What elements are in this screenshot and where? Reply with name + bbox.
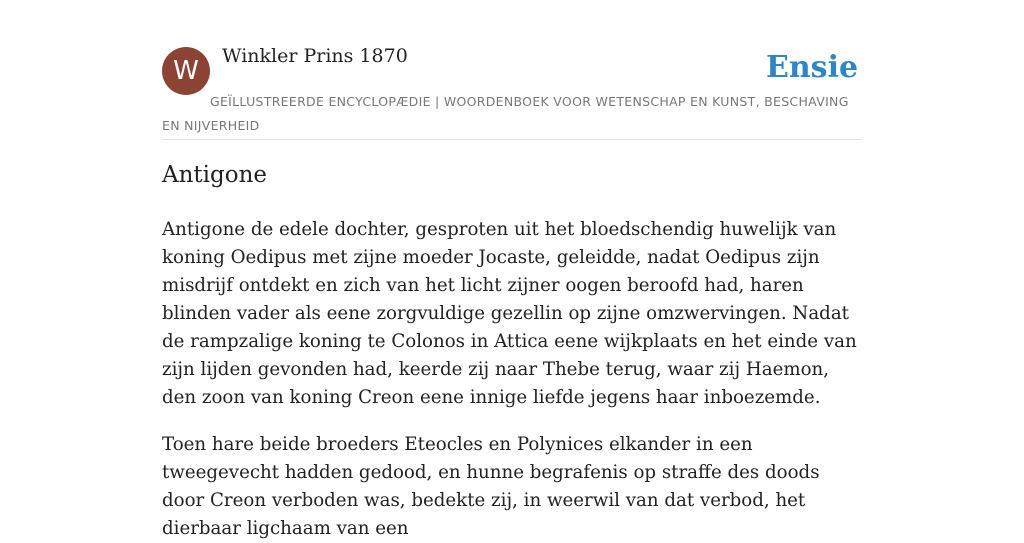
article-title: Antigone	[162, 162, 268, 188]
ensie-logo[interactable]: Ensie	[766, 50, 859, 85]
header-divider	[162, 139, 862, 140]
article-paragraph: Toen hare beide broeders Eteocles en Polynices elkander in een tweegevecht hadden gedood, en hunne begrafenis op straffe des doods door Creon verboden was, bedekte zij, in weerwil van dat verbod, het dierbaar ligchaam van een	[162, 434, 820, 539]
publication-title[interactable]: Winkler Prins 1870	[222, 45, 408, 67]
publication-subtitle: GEÏLLUSTREERDE ENCYCLOPÆDIE | WOORDENBOEK VOOR WETENSCHAP EN KUNST, BESCHAVING EN NIJVERHEID	[162, 94, 849, 133]
publication-avatar[interactable]: W	[162, 47, 210, 95]
article-paragraph: Antigone de edele dochter, gesproten uit het bloedschendig huwelijk van koning Oedipus met zijne moeder Jocaste, geleidde, nadat Oedipus zijn misdrijf ontdekt en zich van het licht zijner oogen beroofd had, haren blinden vader als eene zorgvuldige gezellin op zijne omzwervingen. Nadat de rampzalige koning te Colonos in Attica eene wijkplaats en het einde van zijn lijden gevonden had, keerde zij naar Thebe terug, waar zij Haemon, den zoon van koning Creon eene innige liefde jegens haar inboezemde.	[162, 219, 857, 408]
